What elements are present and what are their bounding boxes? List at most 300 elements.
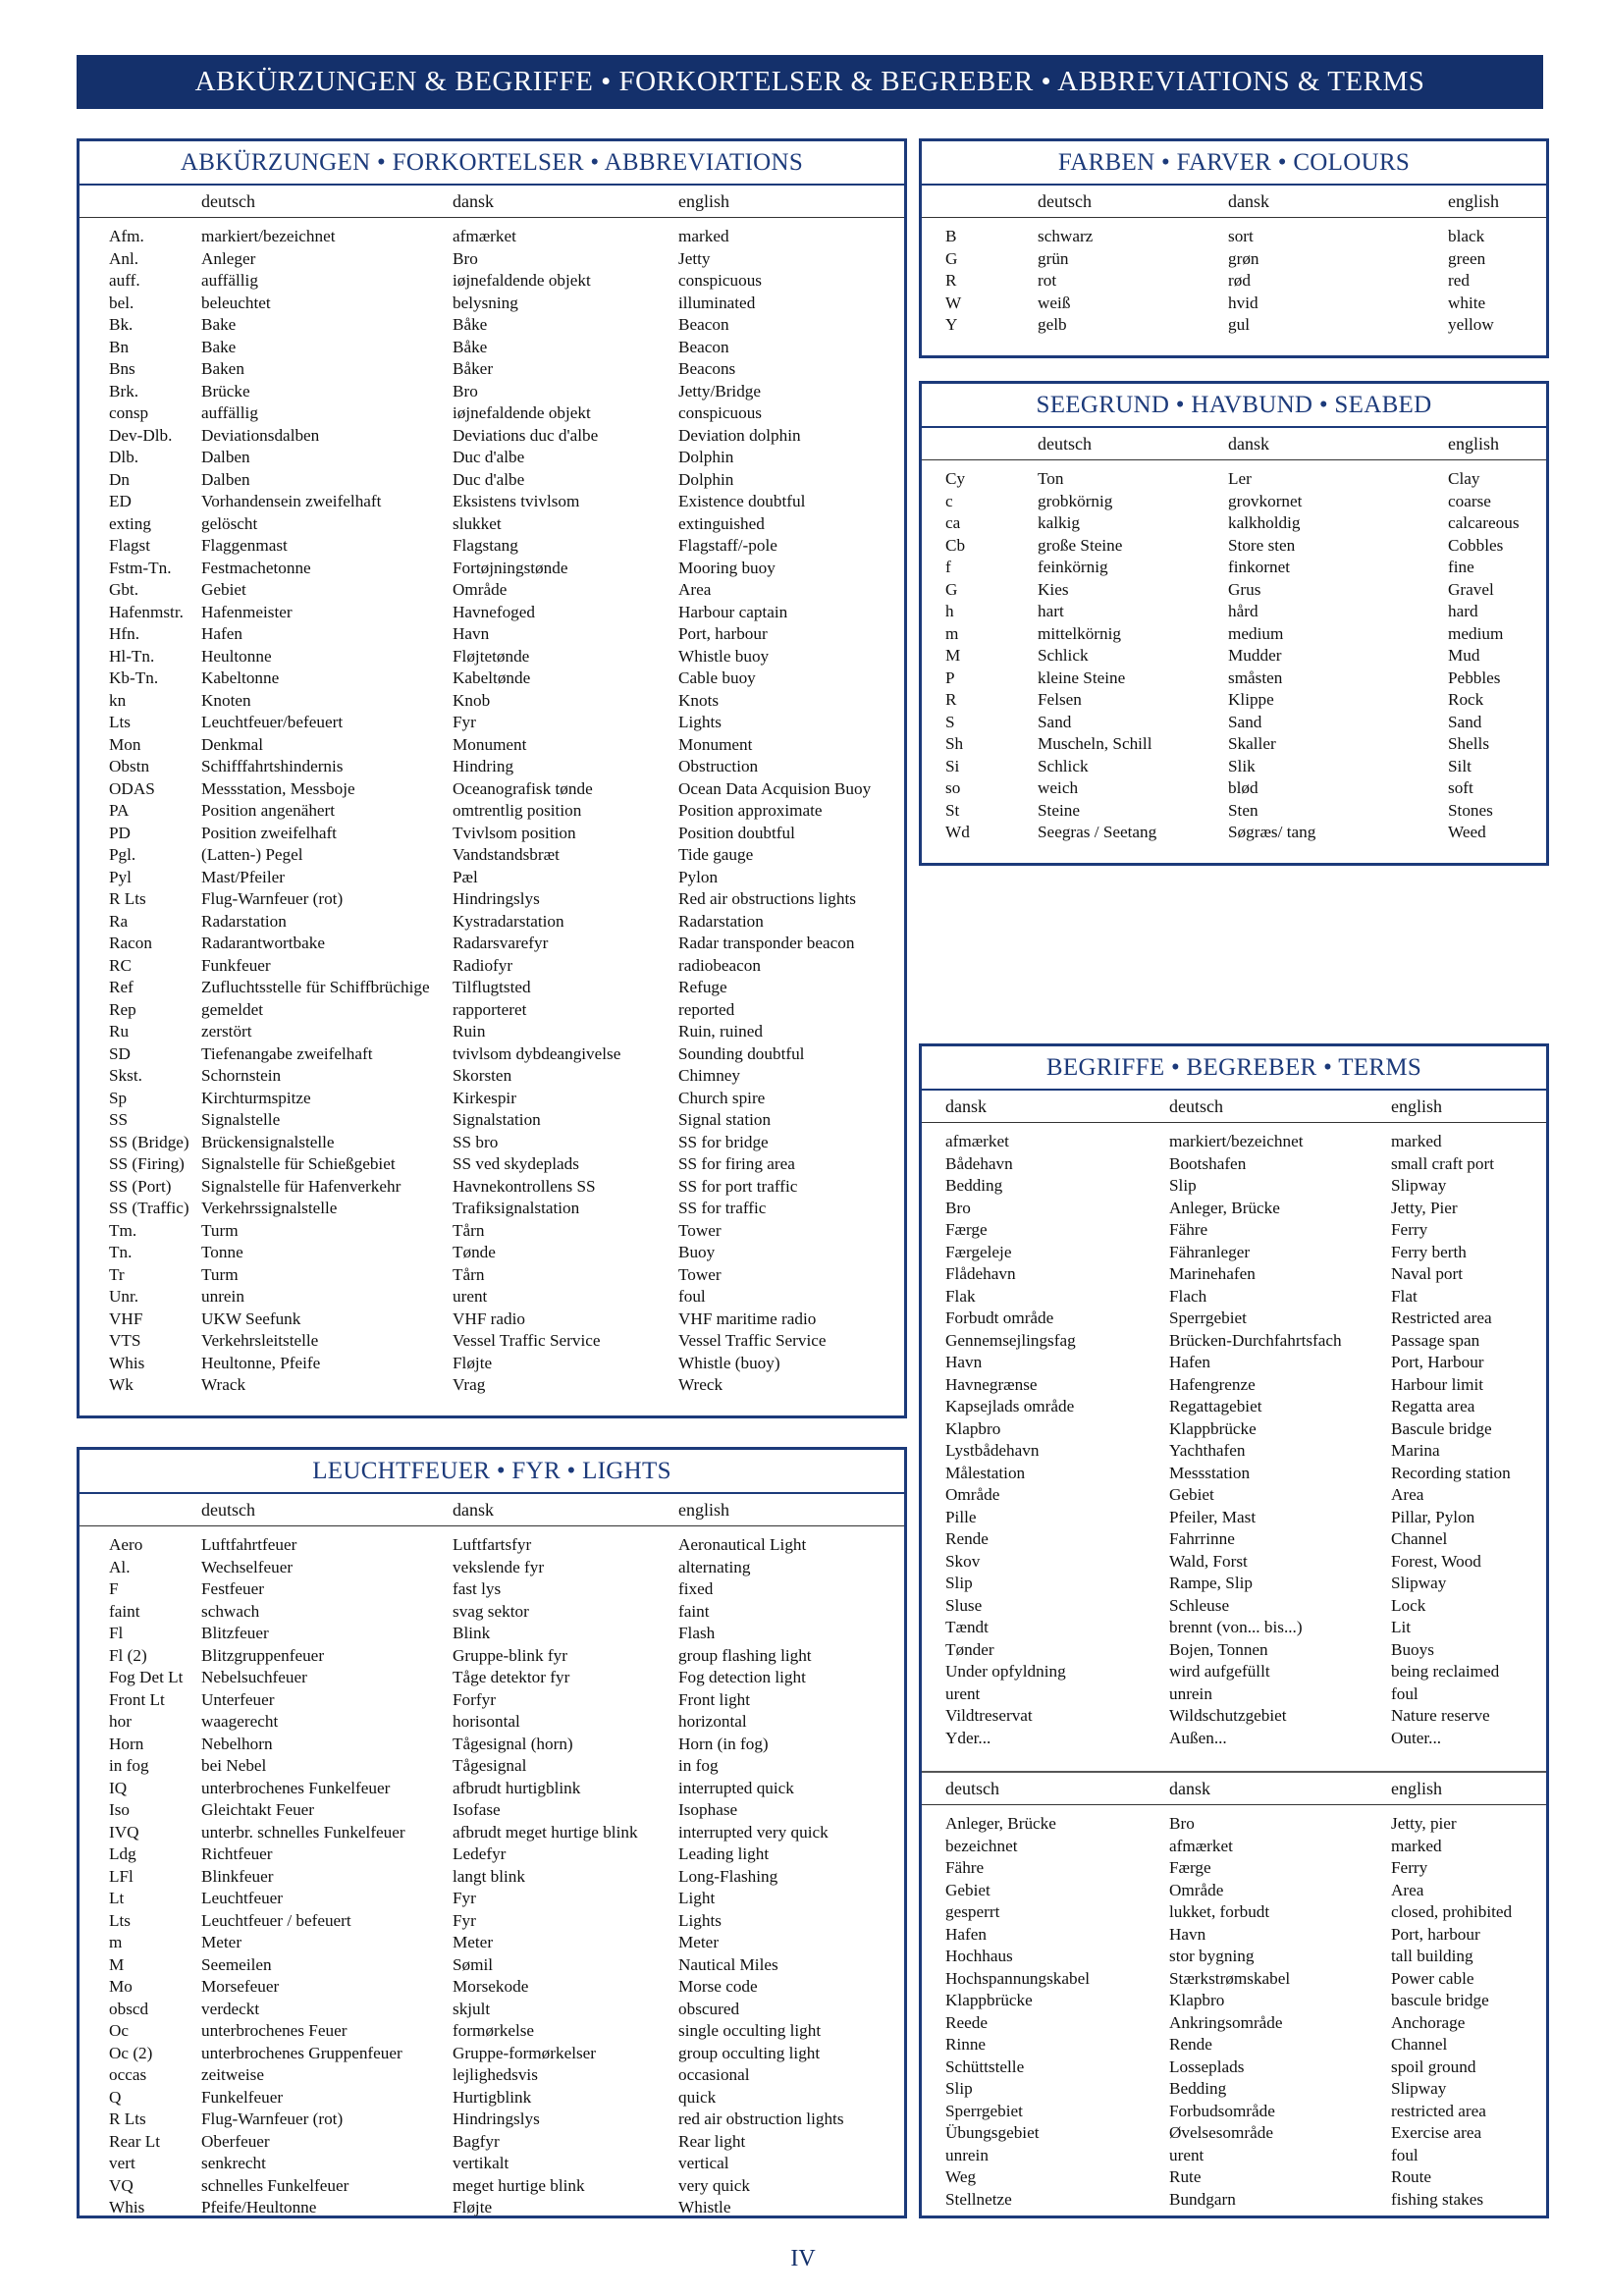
table-cell: Område: [1169, 1880, 1224, 1899]
table-cell: Aeronautical Light: [678, 1535, 807, 1554]
table-row: [80, 1976, 904, 1999]
table-cell: Channel: [1391, 1529, 1448, 1548]
table-cell: Außen...: [1169, 1728, 1227, 1747]
table-row: [922, 1330, 1546, 1353]
table-cell: Deviationsdalben: [201, 425, 320, 445]
table-cell: Oc (2): [109, 2043, 153, 2062]
table-cell: afbrudt hurtigblink: [453, 1778, 581, 1797]
table-cell: Stellnetze: [945, 2189, 1012, 2209]
table-cell: Seemeilen: [201, 1954, 272, 1974]
table-cell: Schlick: [1038, 646, 1089, 665]
table-cell: Kies: [1038, 579, 1069, 599]
table-cell: m: [109, 1933, 123, 1951]
table-cell: Flagst: [109, 536, 151, 555]
table-cell: Losseplads: [1169, 2056, 1245, 2076]
table-cell: Morsekode: [453, 1977, 529, 1996]
abbreviations-table: [77, 138, 907, 1418]
table-cell: Flug-Warnfeuer (rot): [201, 2109, 344, 2128]
table-cell: bei Nebel: [201, 1756, 267, 1775]
table-cell: Bootshafen: [1169, 1153, 1247, 1173]
table-cell: SD: [109, 1043, 131, 1063]
table-cell: gelb: [1038, 315, 1067, 334]
table-cell: Richtfeuer: [201, 1844, 273, 1863]
table-cell: Clay: [1448, 469, 1480, 488]
table-row: [922, 314, 1546, 337]
table-row: [922, 1595, 1546, 1618]
table-row: [922, 2145, 1546, 2167]
table-cell: Turm: [201, 1264, 239, 1284]
table-row: [922, 756, 1546, 778]
table-cell: Port, Harbour: [1391, 1353, 1484, 1371]
table-cell: Forbudt område: [945, 1308, 1054, 1327]
table-cell: Slik: [1228, 756, 1256, 775]
table-cell: f: [945, 558, 951, 576]
table-cell: weiß: [1038, 293, 1071, 312]
table-row: [80, 1954, 904, 1977]
table-cell: verdeckt: [201, 1999, 260, 2018]
table-cell: Whistle (buoy): [678, 1353, 780, 1372]
table-row: [80, 2197, 904, 2219]
table-cell: Wildschutzgebiet: [1169, 1706, 1287, 1725]
table-cell: Ton: [1038, 469, 1064, 488]
table-row: [80, 491, 904, 513]
colours-title: FARBEN • FARVER • COLOURS: [922, 141, 1546, 186]
table-cell: Bojen, Tonnen: [1169, 1639, 1268, 1659]
table-cell: Pæl: [453, 867, 478, 886]
table-cell: spoil ground: [1391, 2056, 1476, 2076]
table-row: [80, 1778, 904, 1800]
table-cell: Sounding doubtful: [678, 1043, 805, 1063]
table-cell: Rende: [1169, 2035, 1212, 2054]
table-row: [80, 1176, 904, 1199]
table-cell: Rep: [109, 999, 136, 1019]
table-row: [80, 2175, 904, 2198]
table-cell: SS for port traffic: [678, 1176, 798, 1196]
table-row: [922, 1924, 1546, 1947]
table-cell: Leuchtfeuer: [201, 1889, 284, 1907]
lights-title: LEUCHTFEUER • FYR • LIGHTS: [80, 1450, 904, 1494]
table-cell: Skov: [945, 1551, 981, 1571]
table-cell: Seegras / Seetang: [1038, 823, 1157, 841]
table-cell: Unr.: [109, 1287, 139, 1306]
table-cell: Rampe, Slip: [1169, 1574, 1253, 1592]
table-cell: IVQ: [109, 1822, 139, 1842]
table-cell: Marina: [1391, 1441, 1440, 1460]
table-row: [80, 734, 904, 757]
table-cell: gemeldet: [201, 999, 263, 1019]
table-cell: RC: [109, 955, 132, 975]
table-cell: Hochhaus: [945, 1947, 1013, 1965]
table-cell: Fstm-Tn.: [109, 558, 172, 577]
table-cell: Sp: [109, 1088, 128, 1107]
table-cell: Monument: [453, 734, 527, 754]
table-cell: red: [1448, 271, 1470, 290]
table-cell: foul: [1391, 1683, 1419, 1703]
table-cell: Bk.: [109, 315, 134, 334]
table-cell: SS (Firing): [109, 1154, 185, 1173]
table-cell: unrein: [945, 2145, 989, 2164]
table-row: [922, 777, 1546, 800]
table-cell: schnelles Funkelfeuer: [201, 2175, 349, 2195]
table-cell: black: [1448, 227, 1485, 245]
table-cell: Brückensignalstelle: [201, 1132, 335, 1151]
table-cell: Tvivlsom position: [453, 823, 576, 842]
table-cell: Y: [945, 315, 958, 334]
table-cell: SS (Port): [109, 1176, 172, 1196]
table-cell: iøjnefaldende objekt: [453, 271, 591, 290]
table-cell: VHF maritime radio: [678, 1308, 817, 1328]
table-cell: Deviation dolphin: [678, 425, 801, 445]
abbreviations-header: deutsch dansk english: [80, 186, 904, 218]
table-cell: Slipway: [1391, 1574, 1447, 1592]
table-cell: Existence doubtful: [678, 492, 806, 510]
table-cell: Bundgarn: [1169, 2189, 1236, 2209]
table-cell: Tonne: [201, 1243, 243, 1261]
table-cell: coarse: [1448, 491, 1491, 510]
table-cell: Harbour captain: [678, 602, 788, 621]
table-row: [80, 535, 904, 558]
table-cell: G: [945, 248, 958, 268]
table-cell: Ru: [109, 1022, 130, 1041]
table-cell: Sand: [1038, 712, 1072, 731]
table-cell: hard: [1448, 602, 1478, 620]
table-cell: M: [109, 1954, 125, 1974]
table-cell: sort: [1228, 227, 1254, 245]
table-cell: Fahrrinne: [1169, 1529, 1235, 1548]
table-cell: white: [1448, 293, 1486, 312]
table-cell: SS bro: [453, 1132, 499, 1151]
table-cell: unrein: [1169, 1683, 1212, 1703]
table-row: [80, 867, 904, 889]
table-cell: medium: [1448, 623, 1504, 643]
table-row: [80, 623, 904, 646]
table-row: [922, 2012, 1546, 2035]
table-cell: grobkörnig: [1038, 491, 1113, 510]
table-cell: Hafen: [945, 1924, 987, 1944]
table-cell: ODAS: [109, 778, 155, 798]
table-cell: F: [109, 1579, 119, 1598]
table-cell: Pfeife/Heultonne: [201, 2198, 317, 2216]
table-cell: Duc d'albe: [453, 469, 525, 489]
table-row: [922, 512, 1546, 535]
table-cell: Lights: [678, 713, 722, 731]
table-cell: Knoten: [201, 690, 251, 710]
table-row: [922, 712, 1546, 734]
table-cell: Gennemsejlingsfag: [945, 1330, 1076, 1350]
table-cell: Position zweifelhaft: [201, 823, 337, 842]
table-cell: Tide gauge: [678, 845, 754, 864]
table-row: [80, 1667, 904, 1689]
table-cell: Nebelsuchfeuer: [201, 1668, 307, 1686]
table-row: [922, 1661, 1546, 1683]
table-cell: Tn.: [109, 1243, 133, 1261]
table-cell: in fog: [109, 1756, 149, 1775]
table-cell: kleine Steine: [1038, 667, 1126, 687]
table-cell: afmærket: [1169, 1836, 1233, 1855]
table-cell: closed, prohibited: [1391, 1902, 1513, 1921]
table-row: [80, 425, 904, 448]
table-row: [80, 2043, 904, 2065]
table-cell: Klapbro: [1169, 1991, 1225, 2009]
table-row: [80, 1374, 904, 1397]
table-row: [80, 1308, 904, 1331]
table-cell: Hafenmstr.: [109, 602, 184, 621]
table-cell: Flagstang: [453, 536, 518, 555]
table-cell: Eksistens tvivlsom: [453, 492, 580, 510]
table-cell: group flashing light: [678, 1645, 812, 1665]
table-cell: Område: [453, 580, 508, 599]
table-cell: extinguished: [678, 513, 765, 533]
table-cell: unterbrochenes Funkelfeuer: [201, 1778, 391, 1797]
table-row: [922, 1263, 1546, 1286]
table-cell: markiert/bezeichnet: [1169, 1132, 1304, 1150]
terms-rows-1: [922, 1131, 1546, 1753]
table-cell: afmærket: [945, 1132, 1009, 1150]
table-row: [80, 558, 904, 580]
table-cell: Outer...: [1391, 1728, 1442, 1747]
table-row: [922, 1705, 1546, 1728]
table-cell: faint: [109, 1601, 140, 1621]
table-cell: Beacon: [678, 315, 729, 334]
table-cell: Gebiet: [1169, 1485, 1214, 1504]
seabed-title: SEEGRUND • HAVBUND • SEABED: [922, 384, 1546, 428]
table-cell: Oceanografisk tønde: [453, 778, 593, 798]
table-cell: Naval port: [1391, 1264, 1464, 1283]
table-row: [80, 1822, 904, 1844]
table-cell: omtrentlig position: [453, 801, 582, 820]
table-cell: (Latten-) Pegel: [201, 845, 303, 864]
table-cell: unrein: [201, 1287, 244, 1306]
table-cell: occas: [109, 2065, 147, 2084]
table-row: [922, 1286, 1546, 1308]
table-row: [80, 1353, 904, 1375]
table-cell: green: [1448, 248, 1486, 268]
table-cell: calcareous: [1448, 513, 1520, 532]
table-cell: Skaller: [1228, 734, 1276, 753]
table-row: [922, 293, 1546, 315]
table-cell: Brk.: [109, 381, 139, 400]
table-cell: Pfeiler, Mast: [1169, 1507, 1257, 1526]
table-cell: so: [945, 778, 961, 797]
table-cell: Bro: [453, 381, 478, 400]
table-cell: bel.: [109, 293, 134, 312]
table-cell: vertical: [678, 2154, 729, 2172]
table-cell: Radarstation: [201, 911, 287, 931]
table-row: [80, 1065, 904, 1088]
table-row: [80, 1888, 904, 1910]
table-cell: Flug-Warnfeuer (rot): [201, 889, 344, 908]
table-cell: Rende: [945, 1529, 989, 1548]
table-cell: Recording station: [1391, 1463, 1511, 1482]
table-cell: Luftfahrtfeuer: [201, 1535, 297, 1554]
table-cell: Beacon: [678, 337, 729, 356]
table-cell: Messstation: [1169, 1463, 1251, 1482]
table-cell: Færgeleje: [945, 1242, 1012, 1261]
table-cell: Nautical Miles: [678, 1954, 778, 1974]
table-cell: Funkelfeuer: [201, 2087, 284, 2107]
table-row: [922, 579, 1546, 602]
table-cell: W: [945, 293, 962, 312]
table-cell: ca: [945, 513, 961, 532]
table-cell: Harbour limit: [1391, 1374, 1484, 1394]
table-row: [80, 1645, 904, 1668]
table-row: [80, 381, 904, 403]
table-cell: Ferry berth: [1391, 1242, 1467, 1261]
table-cell: exting: [109, 513, 151, 533]
table-cell: Vessel Traffic Service: [678, 1331, 827, 1350]
table-cell: Sperrgebiet: [945, 2101, 1023, 2120]
table-cell: single occulting light: [678, 2021, 822, 2040]
table-cell: Gleichtakt Feuer: [201, 1800, 315, 1819]
abbreviations-rows: [80, 226, 904, 1401]
table-row: [80, 1601, 904, 1624]
table-cell: Position approximate: [678, 801, 823, 820]
table-cell: Lights: [678, 1910, 722, 1930]
table-cell: Sten: [1228, 800, 1258, 820]
table-cell: Slip: [945, 2079, 973, 2098]
table-cell: Meter: [453, 1933, 494, 1951]
table-cell: Mon: [109, 734, 141, 754]
table-cell: Gebiet: [945, 1880, 990, 1899]
table-cell: reported: [678, 999, 735, 1019]
table-row: [80, 2087, 904, 2109]
table-cell: Cable buoy: [678, 668, 756, 687]
table-cell: Chimney: [678, 1066, 741, 1085]
table-cell: gul: [1228, 315, 1250, 334]
table-cell: afbrudt meget hurtige blink: [453, 1822, 638, 1842]
table-row: [80, 888, 904, 911]
abbreviations-title: ABKÜRZUNGEN • FORKORTELSER • ABBREVIATIONS: [80, 141, 904, 186]
table-cell: Zufluchtsstelle für Schiffbrüchige: [201, 978, 430, 996]
table-cell: Dn: [109, 469, 131, 489]
table-cell: Fog detection light: [678, 1668, 806, 1686]
table-cell: ED: [109, 492, 132, 510]
table-cell: Route: [1391, 2167, 1432, 2186]
colours-table: [919, 138, 1549, 358]
table-cell: Vrag: [453, 1375, 486, 1394]
table-row: [922, 1551, 1546, 1574]
table-row: [80, 933, 904, 955]
table-cell: Rear Lt: [109, 2131, 161, 2151]
table-cell: Flash: [678, 1624, 716, 1642]
table-cell: Båker: [453, 359, 494, 378]
table-cell: Cy: [945, 469, 966, 488]
table-cell: Schifffahrtshindernis: [201, 757, 344, 775]
table-row: [80, 2109, 904, 2131]
table-row: [80, 358, 904, 381]
table-row: [80, 1088, 904, 1110]
table-cell: Wechselfeuer: [201, 1557, 294, 1576]
table-cell: Tilflugtsted: [453, 978, 531, 996]
table-cell: Whistle: [678, 2198, 731, 2216]
table-cell: Flach: [1169, 1286, 1207, 1306]
table-cell: IQ: [109, 1778, 128, 1797]
table-row: [922, 1880, 1546, 1902]
table-cell: Denkmal: [201, 734, 264, 754]
table-row: [80, 337, 904, 359]
table-cell: Lts: [109, 1910, 131, 1930]
table-cell: Channel: [1391, 2035, 1448, 2054]
table-cell: Ocean Data Acquision Buoy: [678, 778, 872, 798]
table-cell: unterbr. schnelles Funkelfeuer: [201, 1822, 405, 1842]
table-cell: Anleger: [201, 248, 256, 268]
table-row: [922, 2101, 1546, 2123]
terms-table: [919, 1043, 1549, 2218]
table-cell: Fløjte: [453, 2198, 493, 2216]
table-cell: Light: [678, 1889, 716, 1907]
table-cell: interrupted very quick: [678, 1822, 829, 1842]
table-cell: Morse code: [678, 1977, 758, 1996]
table-cell: Tågesignal: [453, 1756, 527, 1775]
table-cell: Kabeltonne: [201, 668, 280, 687]
table-cell: Duc d'albe: [453, 448, 525, 466]
table-cell: Red air obstructions lights: [678, 889, 856, 908]
table-row: [80, 226, 904, 248]
table-cell: Blink: [453, 1624, 491, 1642]
table-row: [922, 468, 1546, 491]
table-cell: Si: [945, 756, 960, 775]
table-cell: Area: [678, 580, 712, 599]
table-cell: Mud: [1448, 646, 1480, 665]
seabed-table: [919, 381, 1549, 866]
table-cell: Leuchtfeuer/befeuert: [201, 713, 344, 731]
table-cell: Gravel: [1448, 579, 1494, 599]
table-row: [80, 402, 904, 425]
table-cell: Tower: [678, 1264, 722, 1284]
table-row: [922, 1463, 1546, 1485]
table-cell: Hurtigblink: [453, 2087, 532, 2107]
table-cell: R Lts: [109, 889, 146, 908]
table-cell: restricted area: [1391, 2101, 1486, 2120]
table-cell: Havnegrænse: [945, 1374, 1038, 1394]
table-cell: Horn: [109, 1734, 144, 1753]
table-cell: small craft port: [1391, 1153, 1494, 1173]
table-cell: auffällig: [201, 403, 258, 422]
table-row: [80, 2153, 904, 2175]
table-cell: Hafen: [201, 624, 242, 643]
seabed-header: deutsch dansk english: [922, 428, 1546, 460]
table-cell: illuminated: [678, 293, 756, 312]
table-cell: Jetty/Bridge: [678, 381, 762, 400]
table-cell: langt blink: [453, 1866, 525, 1886]
table-row: [922, 1728, 1546, 1750]
table-cell: zerstört: [201, 1022, 252, 1041]
table-cell: Målestation: [945, 1463, 1026, 1482]
table-cell: Radarsvarefyr: [453, 934, 549, 952]
colours-rows: [922, 226, 1546, 341]
table-cell: Radarstation: [678, 911, 764, 931]
table-cell: slukket: [453, 513, 502, 533]
table-cell: Bake: [201, 315, 237, 334]
table-cell: Oc: [109, 2021, 130, 2040]
table-cell: fine: [1448, 558, 1474, 576]
table-cell: Luftfartsfyr: [453, 1535, 532, 1554]
table-cell: Exercise area: [1391, 2123, 1482, 2142]
table-row: [80, 1132, 904, 1154]
table-cell: Wk: [109, 1375, 134, 1394]
table-row: [80, 602, 904, 624]
table-cell: Silt: [1448, 756, 1472, 775]
table-cell: hor: [109, 1712, 132, 1731]
table-row: [922, 1219, 1546, 1242]
table-cell: Pillar, Pylon: [1391, 1507, 1475, 1526]
table-row: [80, 1043, 904, 1066]
table-row: [80, 248, 904, 271]
page-banner: ABKÜRZUNGEN & BEGRIFFE • FORKORTELSER & BEGREBER • ABBREVIATIONS & TERMS: [77, 55, 1543, 109]
table-cell: Fortøjningstønde: [453, 558, 568, 577]
table-cell: Bro: [1169, 1814, 1195, 1833]
table-row: [922, 601, 1546, 623]
